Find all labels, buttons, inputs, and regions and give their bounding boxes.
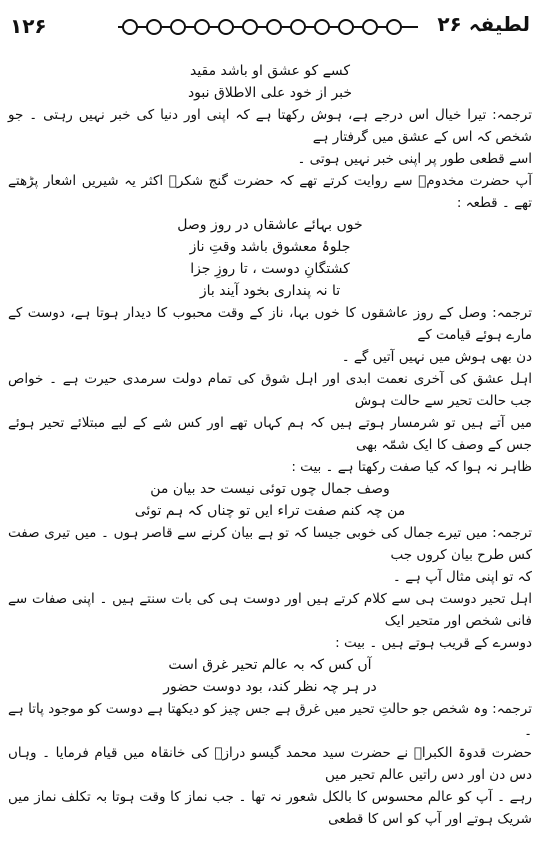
text-line: کہ تو اپنی مثال آپ ہے ۔ (392, 569, 532, 585)
text-line: رہے ۔ آپ کو عالم محسوس کا بالکل شعور نہ تھا ۔ جب نماز کا وقت ہوتا بہ تکلف نماز میں شریک ہوتے اور آپ کو اس کا قطعی (8, 789, 532, 827)
verse-line: وصف جمال چوں توئی نیست حد بیان من (150, 481, 390, 497)
verse-line: خبر از خود علی الاطلاق نبود (187, 85, 353, 101)
prose-paragraph (8, 698, 532, 742)
text-line: میں آتے ہیں تو شرمسار ہوتے ہیں کہ ہم کہاں تھے اور کس شے کے لیے مبتلائے تحیر ہوئے جس کے وصف کا ایک شمّہ بھی (8, 415, 532, 453)
verse-line: کشتگانِ دوست ، تا روزِ جزا (190, 261, 350, 277)
text-line: اسے قطعی طور پر اپنی خبر نہیں ہوتی ۔ (297, 151, 532, 167)
verse-block (8, 60, 532, 104)
prose-paragraph (8, 170, 532, 214)
text-line: ظاہر نہ ہوا کہ کیا صفت رکھتا ہے ۔ بیت : (291, 459, 532, 475)
verse-block (8, 654, 532, 698)
verse-line: تا نہ پنداری بخود آیند باز (199, 283, 341, 299)
chapter-title: لطیفہ ۲۶ (437, 12, 530, 36)
verse-block (8, 214, 532, 302)
verse-line: آں کس کہ بہ عالم تحیر غرق است (168, 657, 372, 673)
text-line: ترجمہ: میں تیرے جمال کی خوبی جیسا کہ تو ہے بیان کرنے سے قاصر ہوں ۔ میں تیری صفت کس طرح بیان کروں جب (8, 525, 532, 563)
page-header (0, 6, 540, 46)
prose-paragraph (8, 302, 532, 368)
text-line: دن بھی ہوش میں نہیں آتیں گے ۔ (341, 349, 532, 365)
text-line: ترجمہ: وصل کے روز عاشقوں کا خوں بہا، ناز کے وقت محبوب کا دیدار ہوتا ہے، دوست کے مارے ہوئے قیامت کے (8, 305, 532, 343)
verse-line: جلوۂ معشوق باشد وقتِ ناز (189, 239, 351, 255)
text-line: اہل تحیر دوست ہی سے کلام کرتے ہیں اور دوست ہی کی بات سنتے ہیں ۔ اپنی صفات سے فانی شخص اور متحیر ایک (8, 591, 532, 629)
prose-paragraph (8, 104, 532, 170)
page-number: ۱۲۶ (10, 14, 47, 38)
verse-line: من چہ کنم صفت تراء ایں تو چناں کہ ہم توئی (134, 503, 406, 519)
verse-line: در ہر چہ نظر کند، بود دوست حضور (163, 679, 377, 695)
page-body (8, 60, 532, 830)
prose-paragraph (8, 522, 532, 588)
text-line: ترجمہ: تیرا خیال اس درجے ہے، ہوش رکھتا ہے کہ اپنی اور دنیا کی خبر نہیں رہتی ۔ جو شخص کہ اس کے عشق میں گرفتار ہے (8, 107, 532, 145)
text-line: حضرت قدوۃ الکبراؒ نے حضرت سید محمد گیسو درازؒ کی خانقاہ میں قیام فرمایا ۔ وہاں دس دن اور دس راتیں عالم تحیر میں (8, 745, 532, 783)
text-line: اہل عشق کی آخری نعمت ابدی اور اہل شوق کی تمام دولت سرمدی حیرت ہے ۔ خواص جب حالت تحیر سے حالت ہوش (8, 371, 532, 409)
chain-ornament (118, 16, 418, 38)
text-line: دوسرے کے قریب ہوتے ہیں ۔ بیت : (335, 635, 532, 651)
verse-block (8, 478, 532, 522)
prose-paragraph (8, 742, 532, 830)
verse-line: کسے کو عشق او باشد مقید (189, 63, 351, 79)
text-line: ترجمہ: وہ شخص جو حالتِ تحیر میں غرق ہے جس چیز کو دیکھتا ہے دوست کو موجود پاتا ہے ۔ (8, 701, 532, 739)
verse-line: خوں بہائے عاشقاں در روز وصل (177, 217, 363, 233)
prose-paragraph (8, 368, 532, 478)
prose-paragraph (8, 588, 532, 654)
text-line: آپ حضرت مخدومؒ سے روایت کرتے تھے کہ حضرت گنج شکرؒ اکثر یہ شیریں اشعار پڑھتے تھے ۔ قطعہ : (8, 173, 532, 211)
